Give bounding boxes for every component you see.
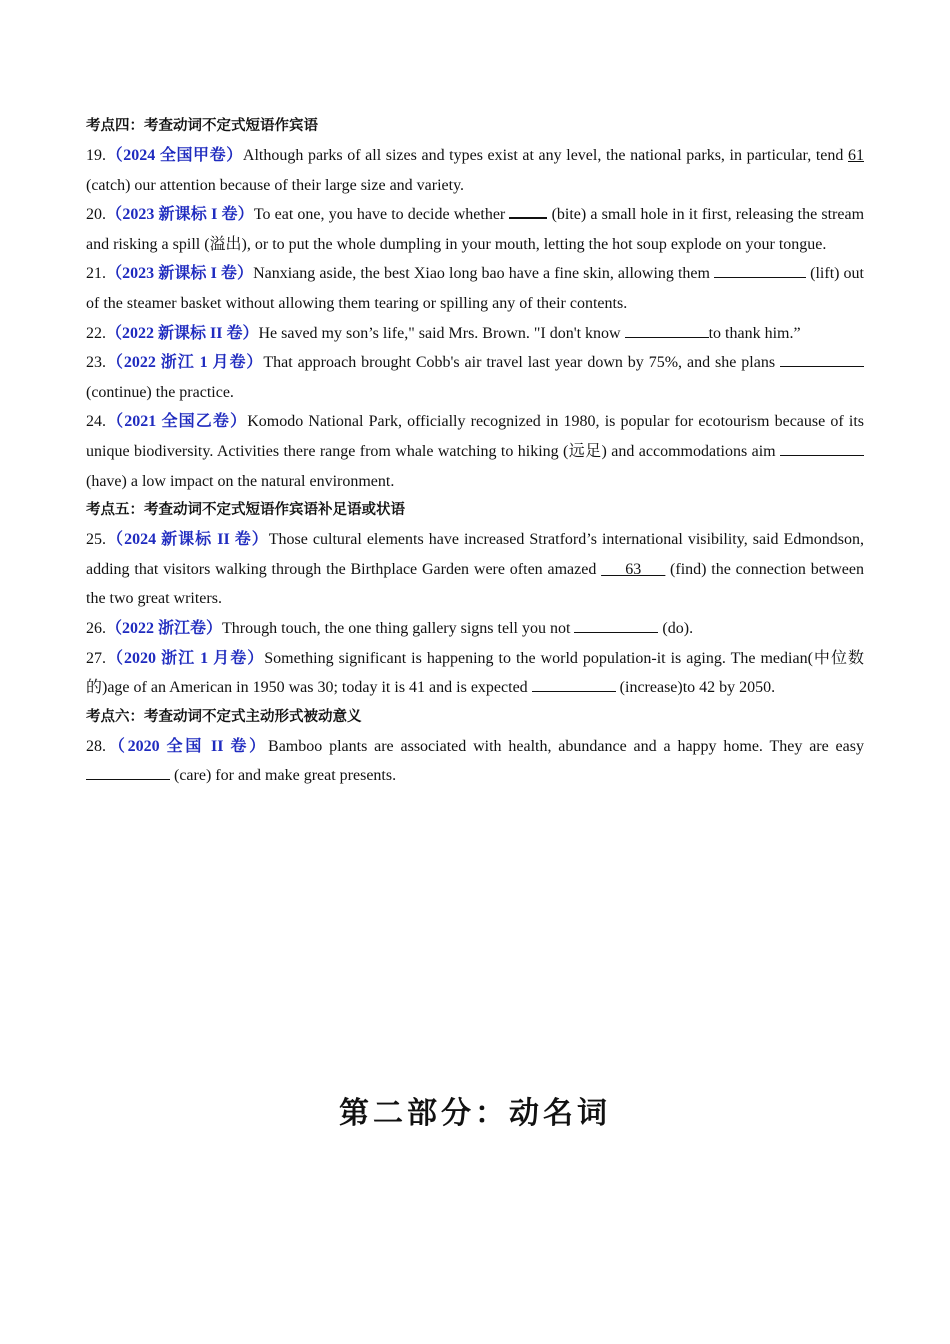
question-text-cont: (lift) out of the steamer basket without allowing them tearing or spilling any of their contents. [86, 265, 864, 312]
question-text-cont: (increase)to 42 by 2050. [615, 679, 776, 697]
question-24 [86, 407, 864, 496]
section-heading-6: 考点六：考查动词不定式主动形式被动意义 [86, 708, 362, 725]
question-text-cont: (have) a low impact on the natural environment. [86, 472, 395, 490]
section-heading-4: 考点四：考查动词不定式短语作宾语 [86, 118, 318, 134]
source-tag: （2022 新课标 II 卷） [106, 324, 259, 342]
question-26 [86, 614, 864, 644]
question-text: He saved my son’s life," said Mrs. Brown. "I don't know [258, 324, 625, 342]
source-tag: （2022 浙江 1 月卷） [106, 354, 264, 372]
question-text: To eat one, you have to decide whether [253, 206, 510, 224]
question-number: 22. [86, 324, 106, 342]
source-tag: （2024 新课标 II 卷） [106, 531, 269, 549]
answer-number: ___63___ [601, 560, 666, 578]
question-number: 23. [86, 354, 106, 372]
answer-blank[interactable] [509, 205, 547, 219]
exercise-page [86, 112, 864, 791]
source-tag: （2024 全国甲卷） [106, 147, 243, 164]
question-number: 21. [86, 265, 106, 283]
question-text: Something significant is happening to the world population-it is aging. The median(中位数的)age of an American in 1950 was 30; today it is 41 and is expected [86, 649, 864, 697]
question-text: Nanxiang aside, the best Xiao long bao have a fine skin, allowing them [253, 265, 715, 283]
question-number: 27. [86, 649, 106, 667]
question-text-cont: (care) for and make great presents. [170, 767, 397, 785]
answer-blank[interactable] [574, 620, 658, 633]
question-number: 20. [86, 206, 106, 224]
source-tag: （2020 浙江 1 月卷） [106, 649, 265, 667]
question-21 [86, 259, 864, 318]
answer-blank[interactable] [86, 767, 170, 780]
answer-blank[interactable] [625, 325, 709, 338]
source-tag: （2023 新课标 I 卷） [106, 206, 254, 224]
answer-blank[interactable] [780, 354, 864, 367]
question-text: Through touch, the one thing gallery signs tell you not [222, 619, 575, 637]
question-text-cont: (continue) the practice. [86, 383, 234, 401]
question-number: 19. [86, 147, 106, 164]
question-text: Although parks of all sizes and types exist at any level, the national parks, in particular, tend [242, 147, 848, 164]
source-tag: （2020 全国 II 卷） [106, 737, 269, 755]
answer-blank[interactable] [532, 679, 616, 692]
question-23 [86, 348, 864, 407]
question-number: 24. [86, 413, 106, 431]
question-25 [86, 525, 864, 614]
question-text-cont: (bite) a small hole in it first, releasing the stream and risking a spill (溢出), or to put the whole dumpling in your mouth, letting the hot soup explode on your tongue. [86, 206, 865, 253]
question-number: 25. [86, 531, 106, 549]
question-number: 28. [86, 737, 106, 755]
answer-number: 61 [848, 147, 864, 164]
question-text-cont: to thank him.” [708, 324, 801, 342]
question-19 [86, 141, 864, 200]
source-tag: （2023 新课标 I 卷） [106, 265, 254, 283]
question-number: 26. [86, 619, 106, 637]
question-text: That approach brought Cobb's air travel last year down by 75%, and she plans [263, 354, 780, 372]
answer-blank[interactable] [714, 265, 806, 278]
source-tag: （2022 浙江卷） [106, 619, 223, 637]
question-28 [86, 732, 864, 791]
question-text-cont: (find) the connection between the two great writers. [86, 560, 865, 608]
question-text: Bamboo plants are associated with health, abundance and a happy home. They are easy [268, 737, 864, 755]
question-text-cont: (do). [658, 619, 694, 637]
question-text: Komodo National Park, officially recognized in 1980, is popular for ecotourism because of its unique biodiversity. Activities there range from whale watching to hiking (远足) and accommodations aim [86, 413, 864, 460]
source-tag: （2021 全国乙卷） [106, 413, 248, 431]
question-27 [86, 644, 864, 703]
question-text-cont: (catch) our attention because of their large size and variety. [86, 176, 465, 194]
part-title: 第二部分：动名词 [339, 1096, 611, 1131]
question-20 [86, 200, 864, 259]
question-text: Those cultural elements have increased Stratford’s international visibility, said Edmondson, adding that visitors walking through the Birthplace Garden were often amazed [86, 531, 864, 578]
answer-blank[interactable] [780, 443, 864, 456]
section-heading-5: 考点五：考查动词不定式短语作宾语补足语或状语 [86, 502, 405, 519]
question-22 [86, 319, 864, 349]
